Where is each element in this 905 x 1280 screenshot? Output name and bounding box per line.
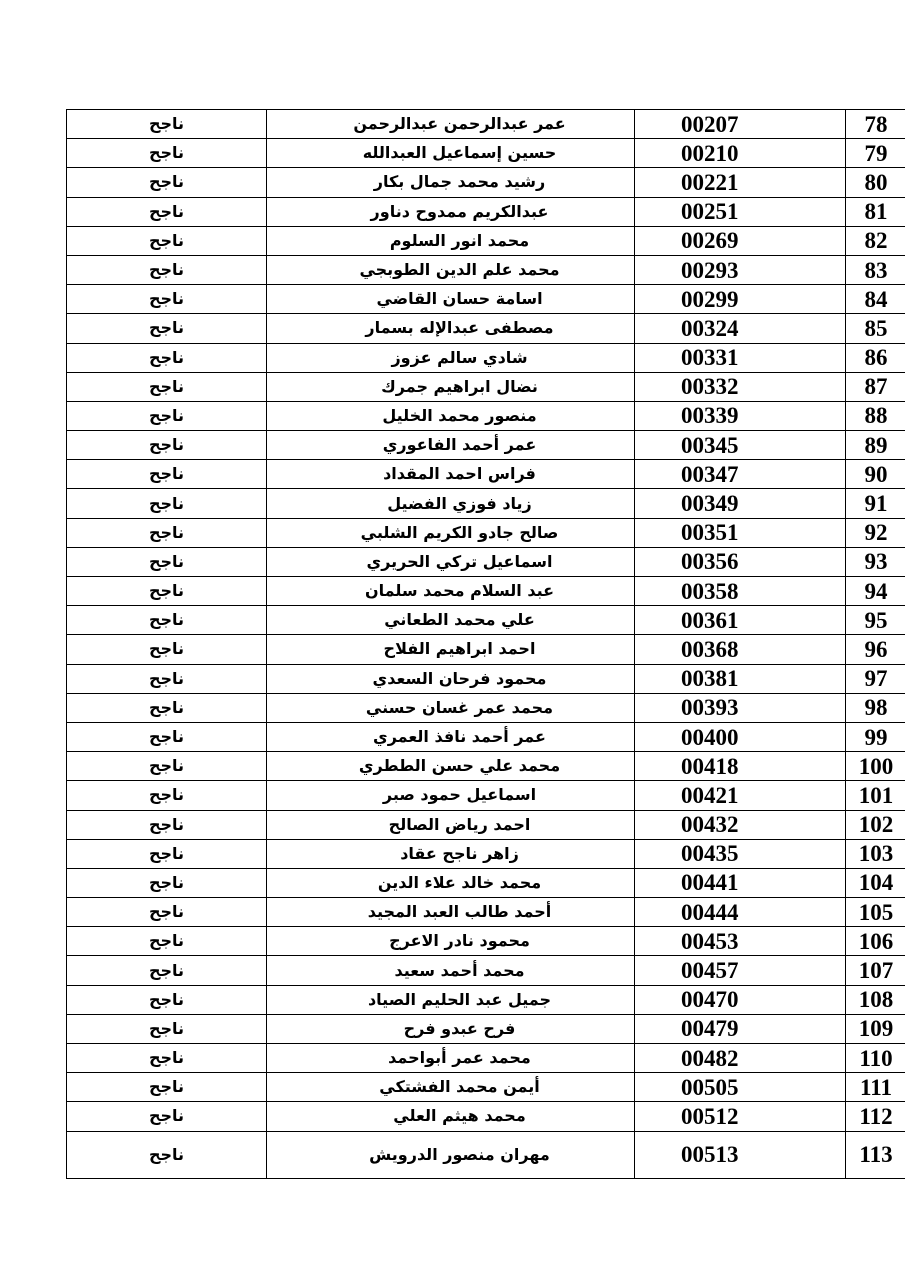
status-cell: ناجح xyxy=(67,839,267,868)
table-row xyxy=(67,255,905,284)
status-cell: ناجح xyxy=(67,139,267,168)
row-number-cell: 104 xyxy=(846,868,905,897)
code-cell: 00435 xyxy=(635,839,846,868)
row-number-cell: 89 xyxy=(846,431,905,460)
name-cell: محمد علي حسن الططري xyxy=(267,752,635,781)
status-cell: ناجح xyxy=(67,693,267,722)
code-cell: 00324 xyxy=(635,314,846,343)
table-row xyxy=(67,577,905,606)
name-cell: علي محمد الطعاني xyxy=(267,606,635,635)
code-cell: 00418 xyxy=(635,752,846,781)
row-number-cell: 88 xyxy=(846,401,905,430)
table-row xyxy=(67,1073,905,1102)
table-row xyxy=(67,518,905,547)
status-cell: ناجح xyxy=(67,985,267,1014)
row-number-cell: 111 xyxy=(846,1073,905,1102)
row-number-cell: 80 xyxy=(846,168,905,197)
name-cell: فراس احمد المقداد xyxy=(267,460,635,489)
status-cell: ناجح xyxy=(67,1044,267,1073)
row-number-cell: 84 xyxy=(846,285,905,314)
table-row xyxy=(67,1102,905,1131)
table-row xyxy=(67,664,905,693)
name-cell: محمد عمر أبواحمد xyxy=(267,1044,635,1073)
row-number-cell: 83 xyxy=(846,255,905,284)
status-cell: ناجح xyxy=(67,664,267,693)
row-number-cell: 106 xyxy=(846,927,905,956)
name-cell: محمود نادر الاعرج xyxy=(267,927,635,956)
code-cell: 00339 xyxy=(635,401,846,430)
status-cell: ناجح xyxy=(67,927,267,956)
row-number-cell: 113 xyxy=(846,1131,905,1178)
status-cell: ناجح xyxy=(67,781,267,810)
row-number-cell: 100 xyxy=(846,752,905,781)
code-cell: 00400 xyxy=(635,722,846,751)
row-number-cell: 91 xyxy=(846,489,905,518)
table-row xyxy=(67,343,905,372)
name-cell: احمد ابراهيم الفلاح xyxy=(267,635,635,664)
name-cell: عبدالكريم ممدوح دناور xyxy=(267,197,635,226)
row-number-cell: 102 xyxy=(846,810,905,839)
row-number-cell: 112 xyxy=(846,1102,905,1131)
code-cell: 00512 xyxy=(635,1102,846,1131)
code-cell: 00345 xyxy=(635,431,846,460)
status-cell: ناجح xyxy=(67,577,267,606)
code-cell: 00432 xyxy=(635,810,846,839)
table-row xyxy=(67,606,905,635)
status-cell: ناجح xyxy=(67,226,267,255)
status-cell: ناجح xyxy=(67,547,267,576)
code-cell: 00421 xyxy=(635,781,846,810)
name-cell: عمر أحمد الفاعوري xyxy=(267,431,635,460)
row-number-cell: 109 xyxy=(846,1014,905,1043)
row-number-cell: 98 xyxy=(846,693,905,722)
name-cell: صالح جادو الكريم الشلبي xyxy=(267,518,635,547)
status-cell: ناجح xyxy=(67,372,267,401)
table-row xyxy=(67,431,905,460)
name-cell: رشيد محمد جمال بكار xyxy=(267,168,635,197)
name-cell: فرح عبدو فرح xyxy=(267,1014,635,1043)
code-cell: 00453 xyxy=(635,927,846,956)
name-cell: منصور محمد الخليل xyxy=(267,401,635,430)
name-cell: نضال ابراهيم جمرك xyxy=(267,372,635,401)
status-cell: ناجح xyxy=(67,314,267,343)
row-number-cell: 107 xyxy=(846,956,905,985)
table-row xyxy=(67,489,905,518)
row-number-cell: 87 xyxy=(846,372,905,401)
name-cell: محمد خالد علاء الدين xyxy=(267,868,635,897)
name-cell: محمد علم الدين الطوبجي xyxy=(267,255,635,284)
code-cell: 00349 xyxy=(635,489,846,518)
code-cell: 00513 xyxy=(635,1131,846,1178)
table-row xyxy=(67,285,905,314)
name-cell: عمر أحمد نافذ العمري xyxy=(267,722,635,751)
status-cell: ناجح xyxy=(67,1102,267,1131)
code-cell: 00332 xyxy=(635,372,846,401)
table-row xyxy=(67,110,905,139)
row-number-cell: 78 xyxy=(846,110,905,139)
name-cell: أحمد طالب العبد المجيد xyxy=(267,898,635,927)
code-cell: 00470 xyxy=(635,985,846,1014)
code-cell: 00221 xyxy=(635,168,846,197)
status-cell: ناجح xyxy=(67,343,267,372)
code-cell: 00293 xyxy=(635,255,846,284)
status-cell: ناجح xyxy=(67,110,267,139)
code-cell: 00299 xyxy=(635,285,846,314)
row-number-cell: 105 xyxy=(846,898,905,927)
table-row xyxy=(67,810,905,839)
results-table-body xyxy=(67,110,905,1179)
table-row xyxy=(67,372,905,401)
table-row xyxy=(67,139,905,168)
status-cell: ناجح xyxy=(67,1014,267,1043)
status-cell: ناجح xyxy=(67,255,267,284)
status-cell: ناجح xyxy=(67,460,267,489)
status-cell: ناجح xyxy=(67,752,267,781)
code-cell: 00356 xyxy=(635,547,846,576)
name-cell: عبد السلام محمد سلمان xyxy=(267,577,635,606)
code-cell: 00393 xyxy=(635,693,846,722)
status-cell: ناجح xyxy=(67,197,267,226)
name-cell: محمد هيثم العلي xyxy=(267,1102,635,1131)
row-number-cell: 108 xyxy=(846,985,905,1014)
table-row xyxy=(67,839,905,868)
name-cell: اسماعيل حمود صبر xyxy=(267,781,635,810)
name-cell: اسامة حسان القاضي xyxy=(267,285,635,314)
table-row xyxy=(67,1044,905,1073)
code-cell: 00368 xyxy=(635,635,846,664)
name-cell: مصطفى عبدالإله بسمار xyxy=(267,314,635,343)
code-cell: 00505 xyxy=(635,1073,846,1102)
name-cell: اسماعيل تركي الحريري xyxy=(267,547,635,576)
row-number-cell: 82 xyxy=(846,226,905,255)
status-cell: ناجح xyxy=(67,898,267,927)
table-row xyxy=(67,693,905,722)
status-cell: ناجح xyxy=(67,956,267,985)
row-number-cell: 101 xyxy=(846,781,905,810)
status-cell: ناجح xyxy=(67,1073,267,1102)
table-row xyxy=(67,226,905,255)
status-cell: ناجح xyxy=(67,1131,267,1178)
name-cell: محمد أحمد سعيد xyxy=(267,956,635,985)
status-cell: ناجح xyxy=(67,868,267,897)
row-number-cell: 99 xyxy=(846,722,905,751)
code-cell: 00444 xyxy=(635,898,846,927)
table-row xyxy=(67,401,905,430)
code-cell: 00479 xyxy=(635,1014,846,1043)
status-cell: ناجح xyxy=(67,431,267,460)
status-cell: ناجح xyxy=(67,635,267,664)
row-number-cell: 95 xyxy=(846,606,905,635)
name-cell: عمر عبدالرحمن عبدالرحمن xyxy=(267,110,635,139)
name-cell: أيمن محمد الفشتكي xyxy=(267,1073,635,1102)
table-row xyxy=(67,985,905,1014)
row-number-cell: 110 xyxy=(846,1044,905,1073)
code-cell: 00358 xyxy=(635,577,846,606)
table-row xyxy=(67,956,905,985)
row-number-cell: 86 xyxy=(846,343,905,372)
table-row xyxy=(67,168,905,197)
code-cell: 00441 xyxy=(635,868,846,897)
table-row xyxy=(67,898,905,927)
status-cell: ناجح xyxy=(67,168,267,197)
name-cell: محمد انور السلوم xyxy=(267,226,635,255)
code-cell: 00347 xyxy=(635,460,846,489)
name-cell: جميل عبد الحليم الصياد xyxy=(267,985,635,1014)
table-row xyxy=(67,752,905,781)
row-number-cell: 93 xyxy=(846,547,905,576)
code-cell: 00331 xyxy=(635,343,846,372)
name-cell: زاهر ناجح عقاد xyxy=(267,839,635,868)
table-row xyxy=(67,547,905,576)
code-cell: 00269 xyxy=(635,226,846,255)
code-cell: 00207 xyxy=(635,110,846,139)
table-row xyxy=(67,197,905,226)
name-cell: زياد فوزي الفضيل xyxy=(267,489,635,518)
code-cell: 00210 xyxy=(635,139,846,168)
table-row xyxy=(67,927,905,956)
code-cell: 00361 xyxy=(635,606,846,635)
table-row xyxy=(67,1131,905,1178)
status-cell: ناجح xyxy=(67,401,267,430)
status-cell: ناجح xyxy=(67,810,267,839)
code-cell: 00351 xyxy=(635,518,846,547)
row-number-cell: 90 xyxy=(846,460,905,489)
row-number-cell: 97 xyxy=(846,664,905,693)
table-row xyxy=(67,314,905,343)
name-cell: احمد رياض الصالح xyxy=(267,810,635,839)
code-cell: 00482 xyxy=(635,1044,846,1073)
code-cell: 00251 xyxy=(635,197,846,226)
name-cell: محمود فرحان السعدي xyxy=(267,664,635,693)
table-row xyxy=(67,722,905,751)
row-number-cell: 103 xyxy=(846,839,905,868)
status-cell: ناجح xyxy=(67,722,267,751)
row-number-cell: 79 xyxy=(846,139,905,168)
table-row xyxy=(67,868,905,897)
table-row xyxy=(67,1014,905,1043)
name-cell: محمد عمر غسان حسني xyxy=(267,693,635,722)
results-table xyxy=(66,109,905,1179)
status-cell: ناجح xyxy=(67,606,267,635)
table-row xyxy=(67,635,905,664)
row-number-cell: 85 xyxy=(846,314,905,343)
row-number-cell: 81 xyxy=(846,197,905,226)
status-cell: ناجح xyxy=(67,285,267,314)
table-row xyxy=(67,781,905,810)
row-number-cell: 94 xyxy=(846,577,905,606)
status-cell: ناجح xyxy=(67,518,267,547)
status-cell: ناجح xyxy=(67,489,267,518)
code-cell: 00457 xyxy=(635,956,846,985)
code-cell: 00381 xyxy=(635,664,846,693)
table-row xyxy=(67,460,905,489)
row-number-cell: 92 xyxy=(846,518,905,547)
name-cell: مهران منصور الدرويش xyxy=(267,1131,635,1178)
row-number-cell: 96 xyxy=(846,635,905,664)
name-cell: شادي سالم عزوز xyxy=(267,343,635,372)
name-cell: حسين إسماعيل العبدالله xyxy=(267,139,635,168)
